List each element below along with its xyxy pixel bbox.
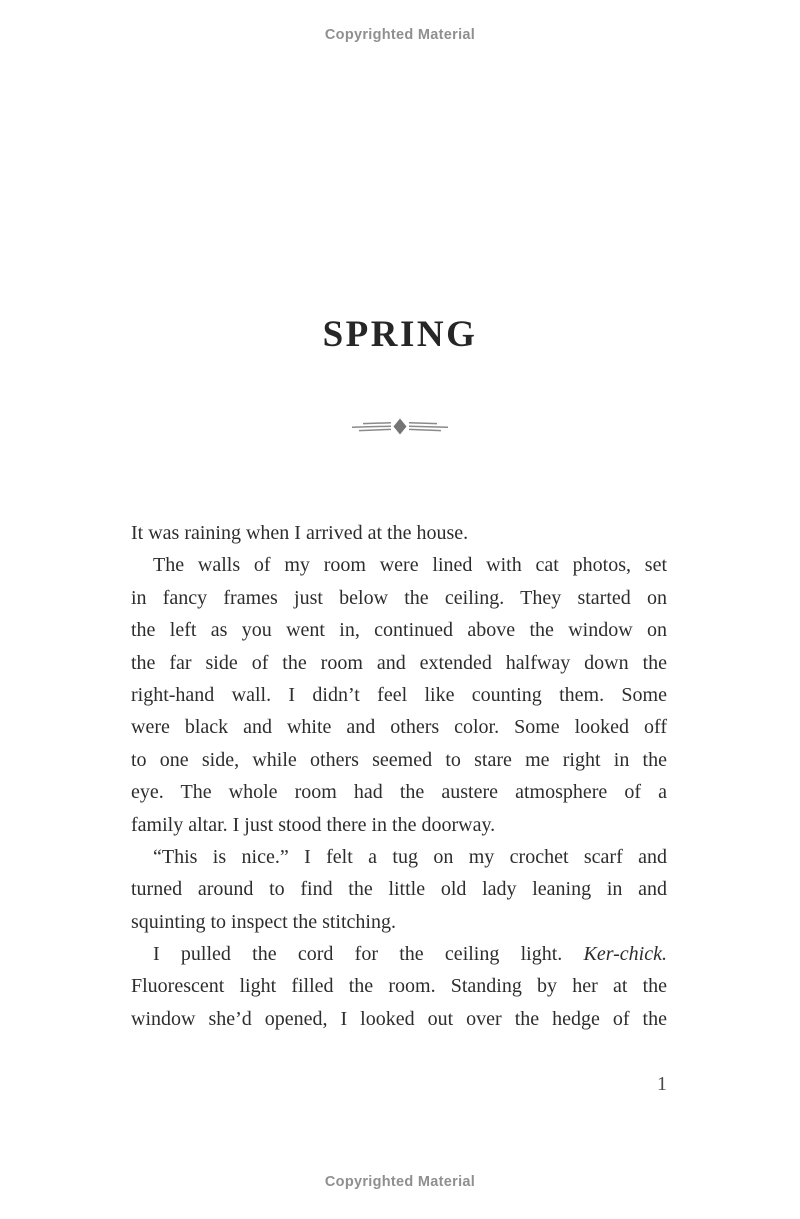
body-line: squinting to inspect the stitching. bbox=[131, 910, 396, 933]
body-line: family altar. I just stood there in the doorway. bbox=[131, 813, 496, 836]
body-line: Fluorescent light filled the room. Standing by her at the bbox=[131, 975, 667, 998]
body-line-text: I pulled the cord for the ceiling light. bbox=[153, 943, 584, 966]
chapter-title: SPRING bbox=[322, 314, 478, 355]
diamond-rule-ornament-icon bbox=[348, 414, 452, 440]
body-line: to one side, while others seemed to stare me right in the bbox=[131, 748, 667, 771]
italic-sound-effect: Ker-chick. bbox=[583, 943, 667, 966]
body-line: right-hand wall. I didn’t feel like counting them. Some bbox=[131, 683, 667, 706]
body-line bbox=[131, 938, 667, 970]
body-line: the far side of the room and extended halfway down the bbox=[131, 651, 667, 674]
body-line: “This is nice.” I felt a tug on my crochet scarf and bbox=[153, 845, 667, 868]
body-text bbox=[131, 517, 667, 1035]
body-line: The walls of my room were lined with cat photos, set bbox=[153, 554, 667, 577]
page-number: 1 bbox=[657, 1073, 667, 1095]
body-line: eye. The whole room had the austere atmosphere of a bbox=[131, 781, 667, 804]
paragraph bbox=[131, 938, 667, 1035]
body-line: in fancy frames just below the ceiling. They started on bbox=[131, 586, 667, 609]
body-line: window she’d opened, I looked out over the hedge of the bbox=[131, 1007, 667, 1030]
paragraph bbox=[131, 841, 667, 938]
copyright-notice-bottom: Copyrighted Material bbox=[324, 1174, 476, 1190]
paragraph bbox=[131, 549, 667, 841]
body-line: It was raining when I arrived at the house. bbox=[131, 522, 469, 544]
body-line: the left as you went in, continued above the window on bbox=[131, 619, 667, 642]
paragraph bbox=[131, 517, 667, 549]
body-line: were black and white and others color. Some looked off bbox=[131, 716, 667, 739]
body-line: turned around to find the little old lady leaning in and bbox=[131, 878, 667, 901]
copyright-notice-top: Copyrighted Material bbox=[324, 27, 476, 43]
